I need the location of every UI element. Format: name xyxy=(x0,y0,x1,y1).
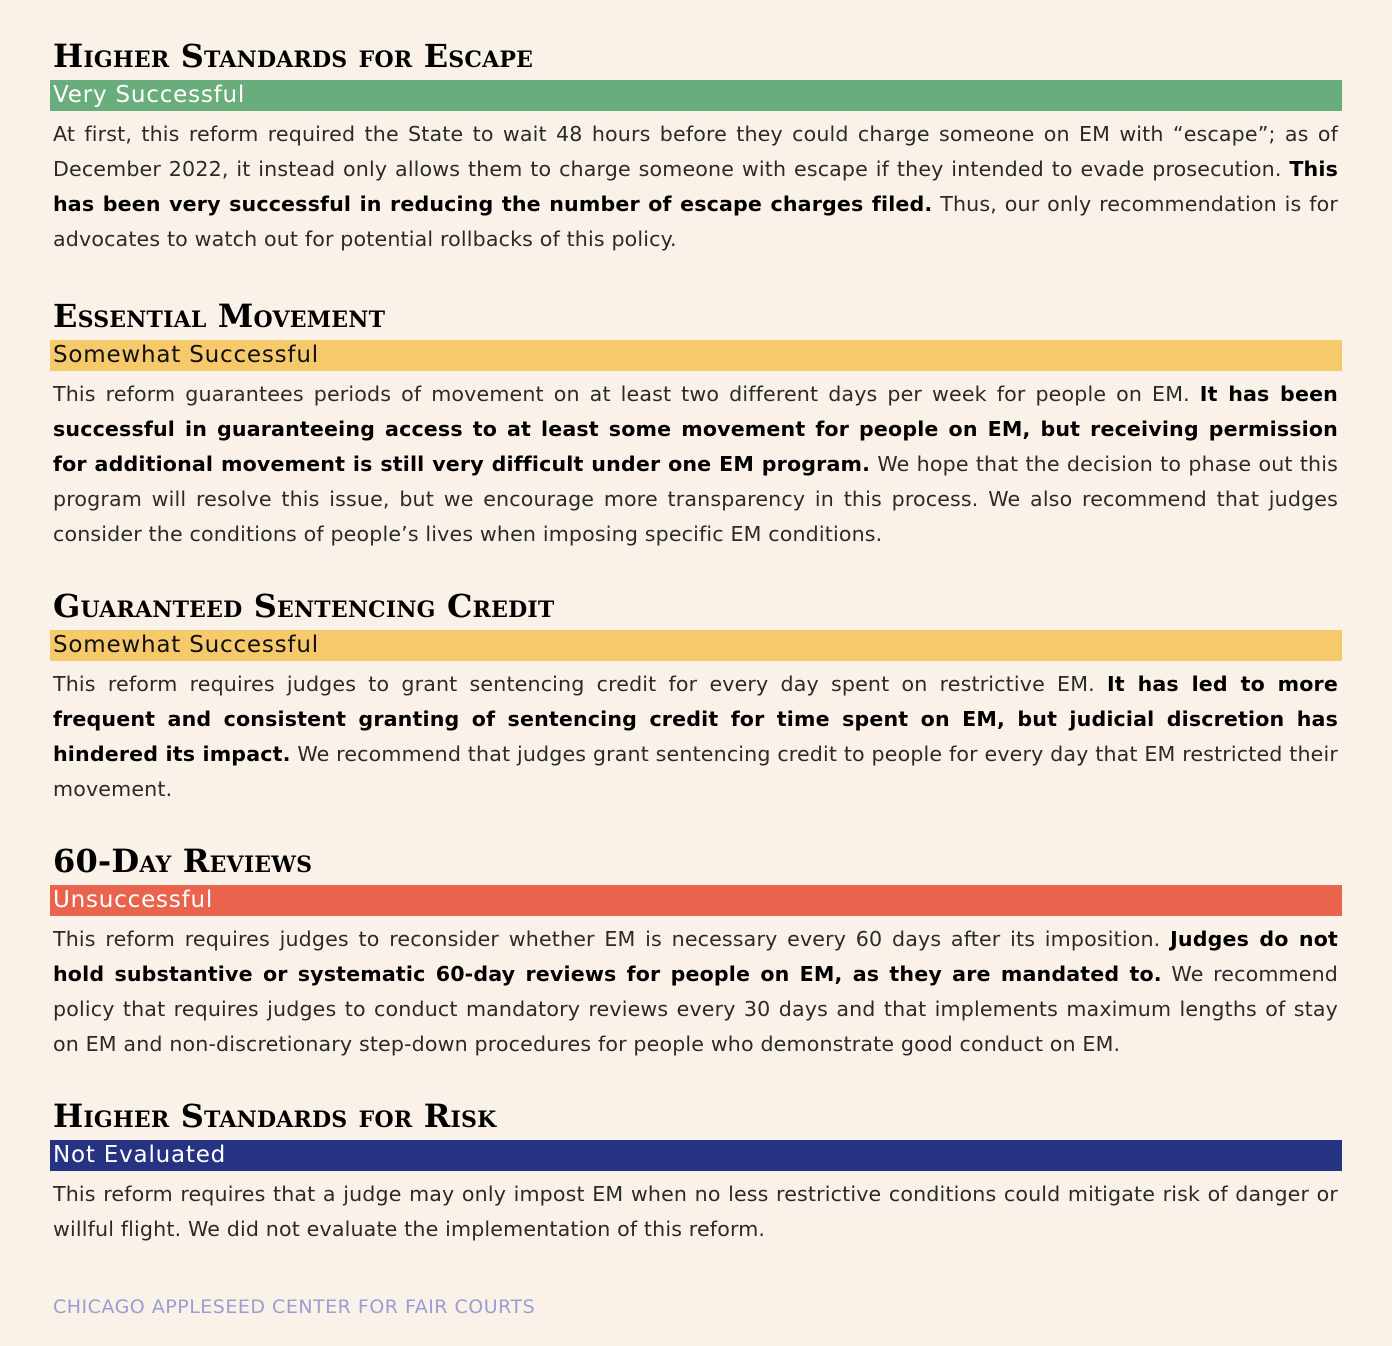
status-badge: Somewhat Successful xyxy=(50,630,1342,661)
status-badge: Somewhat Successful xyxy=(50,340,1342,371)
section-body xyxy=(53,117,1338,257)
section-essential-movement xyxy=(50,294,1342,584)
section-higher-standards-risk xyxy=(50,1094,1342,1254)
section-guaranteed-sentencing-credit xyxy=(50,584,1342,839)
body-text: This reform requires judges to reconsider whether EM is necessary every 60 days after its imposition. xyxy=(53,927,1171,951)
section-body xyxy=(53,922,1338,1062)
body-text: At first, this reform required the State to wait 48 hours before they could charge someone on EM with “escape”; as of December 2022, it instead only allows them to charge someone with escape if they intended to evade prosecution. xyxy=(53,122,1338,181)
body-text: This reform requires judges to grant sentencing credit for every day spent on restrictive EM. xyxy=(53,672,1107,696)
body-text: This reform guarantees periods of movement on at least two different days per week for people on EM. xyxy=(53,382,1200,406)
status-badge: Not Evaluated xyxy=(50,1140,1342,1171)
section-heading: 60-Day Reviews xyxy=(53,842,313,880)
status-badge: Very Successful xyxy=(50,80,1342,111)
body-text: This reform requires that a judge may only impost EM when no less restrictive conditions could mitigate risk of danger or willful flight. We did not evaluate the implementation of this reform. xyxy=(53,1182,1338,1241)
body-highlight: This has been very successful in reducing the number of escape charges filed. xyxy=(53,157,1338,216)
body-highlight: It has led to more frequent and consistent granting of sentencing credit for time spent on EM, but judicial discretion has hindered its impact. xyxy=(53,672,1338,766)
section-higher-standards-escape xyxy=(50,34,1342,294)
section-heading: Essential Movement xyxy=(53,297,386,335)
status-badge: Unsuccessful xyxy=(50,885,1342,916)
section-heading: Guaranteed Sentencing Credit xyxy=(53,587,555,625)
section-body xyxy=(53,1177,1338,1247)
body-text: Thus, our only recommendation is for advocates to watch out for potential rollbacks of this policy. xyxy=(53,192,1338,251)
body-text: We recommend policy that requires judges to conduct mandatory reviews every 30 days and that implements maximum lengths of stay on EM and non-discretionary step-down procedures for people who demonstrate good conduct on EM. xyxy=(53,962,1338,1056)
body-highlight: Judges do not hold substantive or systematic 60-day reviews for people on EM, as they are mandated to. xyxy=(53,927,1339,986)
body-text: We hope that the decision to phase out this program will resolve this issue, but we encourage more transparency in this process. We also recommend that judges consider the conditions of people’s lives when imposing specific EM conditions. xyxy=(53,452,1338,546)
section-heading: Higher Standards for Risk xyxy=(53,1097,497,1135)
reform-evaluation-page xyxy=(50,34,1342,1254)
section-body xyxy=(53,377,1338,552)
section-heading: Higher Standards for Escape xyxy=(53,37,534,75)
footer-organization: CHICAGO APPLESEED CENTER FOR FAIR COURTS xyxy=(53,1296,536,1318)
body-highlight: It has been successful in guaranteeing access to at least some movement for people on EM, but receiving permission for additional movement is still very difficult under one EM program. xyxy=(53,382,1338,476)
body-text: We recommend that judges grant sentencing credit to people for every day that EM restricted their movement. xyxy=(53,742,1338,801)
section-body xyxy=(53,667,1338,807)
section-60-day-reviews xyxy=(50,839,1342,1094)
